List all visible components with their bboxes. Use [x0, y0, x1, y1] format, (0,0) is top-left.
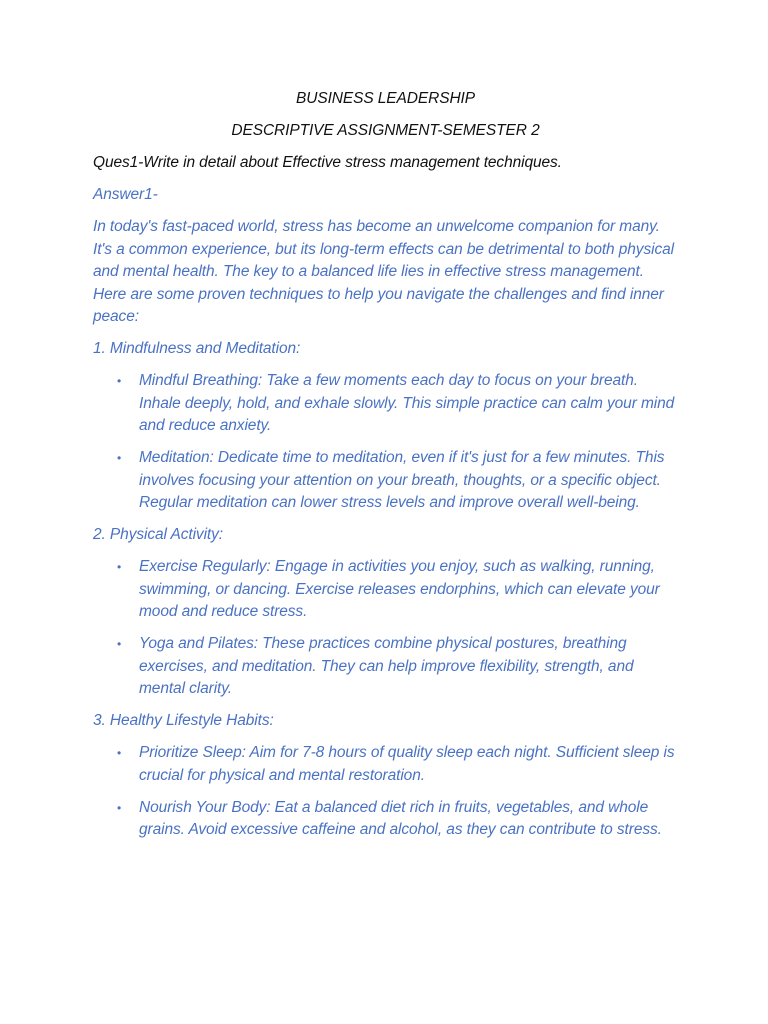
section-physical-activity [93, 524, 678, 701]
bullet-icon: • [117, 800, 122, 815]
bullet-icon: • [117, 451, 122, 465]
answer-label: Answer1- [93, 186, 158, 203]
list-item [93, 556, 678, 624]
list-item-text: Mindful Breathing: Take a few moments each day to focus on your breath. Inhale deeply, hold, and exhale slowly. This simple practice can calm your mind and reduce anxiety. [139, 372, 675, 434]
list-item [93, 797, 678, 842]
bullet-list [93, 556, 678, 701]
intro-paragraph: In today's fast-paced world, stress has become an unwelcome companion for many. It's a common experience, but its long-term effects can be detrimental to both physical and mental health. The key to a balanced life lies in effective stress management. Here are some proven techniques to help you navigate the challenges and find inner peace: [93, 218, 674, 325]
list-item-text: Prioritize Sleep: Aim for 7-8 hours of quality sleep each night. Sufficient sleep is crucial for physical and mental restoration. [139, 744, 675, 784]
bullet-icon: • [117, 746, 122, 760]
list-item-text: Yoga and Pilates: These practices combine physical postures, breathing exercises, and meditation. They can help improve flexibility, strength, and mental clarity. [139, 635, 634, 697]
bullet-list [93, 742, 678, 842]
bullet-list [93, 370, 678, 515]
document-body [93, 88, 678, 851]
question-text: Ques1-Write in detail about Effective stress management techniques. [93, 154, 562, 171]
section-mindfulness [93, 338, 678, 515]
bullet-icon: • [117, 560, 122, 574]
section-healthy-habits [93, 710, 678, 842]
section-heading: 1. Mindfulness and Meditation: [93, 340, 301, 357]
document-title: BUSINESS LEADERSHIP [296, 90, 475, 107]
bullet-icon: • [117, 374, 122, 388]
document-subtitle: DESCRIPTIVE ASSIGNMENT-SEMESTER 2 [231, 122, 540, 139]
bullet-icon: • [117, 637, 122, 651]
list-item-text: Exercise Regularly: Engage in activities you enjoy, such as walking, running, swimming, or dancing. Exercise releases endorphins, which can elevate your mood and reduce stress. [139, 558, 660, 620]
list-item-text: Meditation: Dedicate time to meditation, even if it's just for a few minutes. This involves focusing your attention on your breath, thoughts, or a specific object. Regular meditation can lower stress levels and improve overall well-being. [139, 449, 665, 511]
list-item [93, 370, 678, 438]
list-item [93, 633, 678, 701]
list-item [93, 742, 678, 787]
section-heading: 2. Physical Activity: [93, 526, 223, 543]
list-item-text: Nourish Your Body: Eat a balanced diet rich in fruits, vegetables, and whole grains. Avoid excessive caffeine and alcohol, as they can contribute to stress. [139, 798, 662, 838]
list-item [93, 447, 678, 515]
section-heading: 3. Healthy Lifestyle Habits: [93, 712, 274, 729]
